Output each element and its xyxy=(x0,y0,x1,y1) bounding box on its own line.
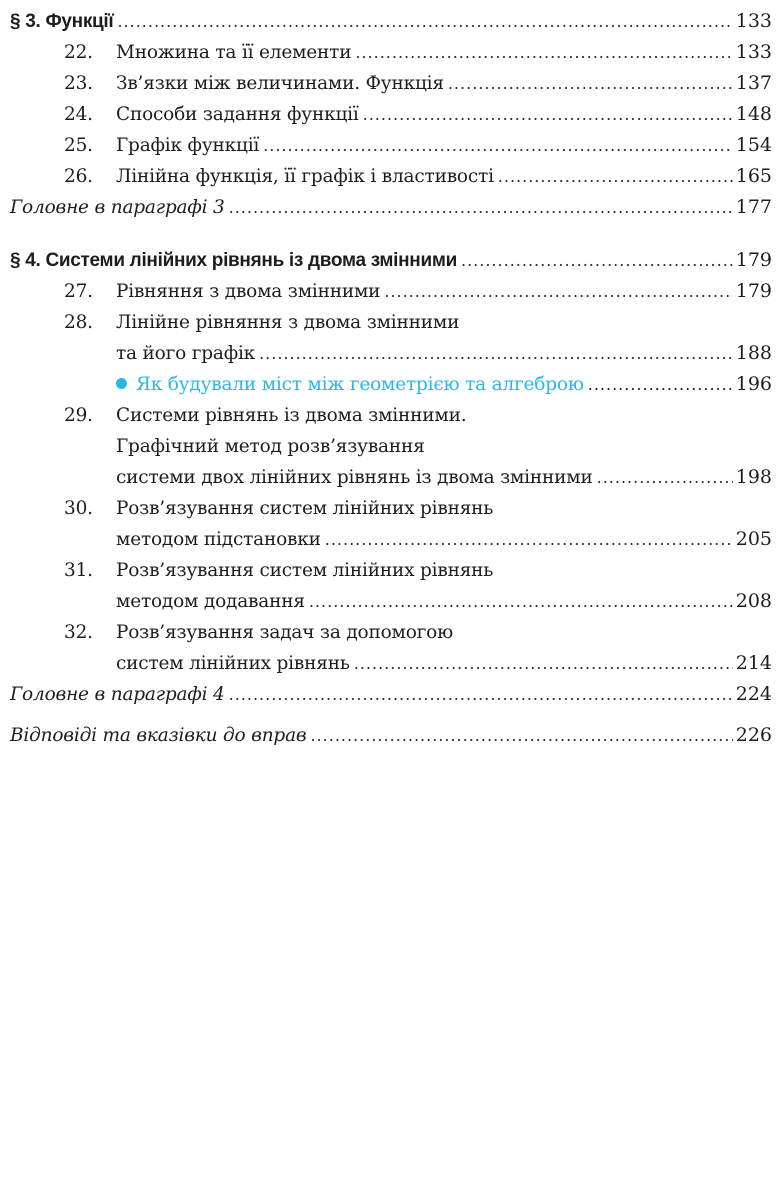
page-number: 179 xyxy=(735,249,772,271)
topic-number: 24. xyxy=(64,104,93,125)
dot-leader xyxy=(354,648,733,679)
dot-leader xyxy=(448,68,733,99)
topic-label-line-2: Графічний метод розв’язування xyxy=(116,436,425,457)
toc-entry-topic-26[interactable] xyxy=(10,161,772,192)
topic-number: 31. xyxy=(64,560,93,581)
topic-label-line-2: методом додавання xyxy=(116,591,305,612)
summary-title: Головне в параграфі 4 xyxy=(10,684,225,705)
toc-entry-topic-32-cont[interactable] xyxy=(10,648,772,679)
topic-title xyxy=(64,68,444,99)
toc-entry-topic-30[interactable] xyxy=(10,493,772,524)
toc-entry-topic-32[interactable] xyxy=(10,617,772,648)
topic-title xyxy=(64,307,459,338)
dot-leader xyxy=(259,338,733,369)
topic-number: 22. xyxy=(64,42,93,63)
dot-leader xyxy=(229,679,733,710)
toc-entry-topic-28-cont[interactable] xyxy=(10,338,772,369)
dot-leader xyxy=(310,720,732,751)
toc-entry-section-4[interactable] xyxy=(10,245,772,276)
page-number: 165 xyxy=(735,165,772,187)
toc-entry-topic-29-cont-2[interactable] xyxy=(10,462,772,493)
toc-entry-topic-29[interactable] xyxy=(10,400,772,431)
topic-label-line-2: методом підстановки xyxy=(116,529,321,550)
toc-entry-topic-22[interactable] xyxy=(10,37,772,68)
toc-entry-topic-31[interactable] xyxy=(10,555,772,586)
page-number: 154 xyxy=(735,134,772,156)
topic-label: Способи задання функції xyxy=(116,104,359,125)
topic-label-line-2: систем лінійних рівнянь xyxy=(116,653,350,674)
topic-label: Рівняння з двома змінними xyxy=(116,281,381,302)
topic-label-line-1: Розв’язування систем лінійних рівнянь xyxy=(116,560,494,581)
toc-entry-answers[interactable] xyxy=(10,720,772,751)
topic-number: 25. xyxy=(64,135,93,156)
toc-entry-topic-28[interactable] xyxy=(10,307,772,338)
toc-entry-topic-25[interactable] xyxy=(10,130,772,161)
topic-title xyxy=(64,493,493,524)
topic-title xyxy=(64,161,494,192)
page-number: 214 xyxy=(735,652,772,674)
page-number: 224 xyxy=(735,683,772,705)
extra-label: Як будували міст між геометрією та алгеброю xyxy=(136,374,584,395)
bullet-dot-icon xyxy=(116,378,127,389)
dot-leader xyxy=(498,161,733,192)
extra-title xyxy=(116,369,584,400)
dot-leader xyxy=(588,369,733,400)
topic-label-line-1: Розв’язування задач за допомогою xyxy=(116,622,453,643)
dot-leader xyxy=(229,192,733,223)
toc-entry-topic-24[interactable] xyxy=(10,99,772,130)
toc-entry-topic-31-cont[interactable] xyxy=(10,586,772,617)
toc-entry-topic-29-cont-1[interactable] xyxy=(10,431,772,462)
section-title: § 4. Системи лінійних рівнянь із двома змінними xyxy=(10,250,457,271)
topic-number: 28. xyxy=(64,312,93,333)
summary-title: Головне в параграфі 3 xyxy=(10,197,225,218)
dot-leader xyxy=(263,130,733,161)
topic-number: 26. xyxy=(64,166,93,187)
topic-label-line-1: Системи рівнянь із двома змінними. xyxy=(116,405,467,426)
answers-title: Відповіді та вказівки до вправ xyxy=(10,725,307,746)
toc-entry-topic-23[interactable] xyxy=(10,68,772,99)
topic-label-line-2: та його графік xyxy=(116,343,256,364)
toc-entry-summary-4[interactable] xyxy=(10,679,772,710)
dot-leader xyxy=(461,245,733,276)
topic-number: 27. xyxy=(64,281,93,302)
page-number: 137 xyxy=(735,72,772,94)
topic-title xyxy=(64,400,466,431)
topic-title xyxy=(64,617,453,648)
page-number: 179 xyxy=(735,280,772,302)
page-number: 188 xyxy=(735,342,772,364)
page-number: 133 xyxy=(735,10,772,32)
topic-label-line-1: Розв’язування систем лінійних рівнянь xyxy=(116,498,494,519)
topic-label-line-1: Лінійне рівняння з двома змінними xyxy=(116,312,460,333)
dot-leader xyxy=(355,37,732,68)
topic-label-line-3: системи двох лінійних рівнянь із двома змінними xyxy=(116,467,593,488)
topic-label: Лінійна функція, її графік і властивості xyxy=(116,166,494,187)
page-number: 148 xyxy=(735,103,772,125)
topic-title xyxy=(64,555,493,586)
toc-entry-topic-27[interactable] xyxy=(10,276,772,307)
page-number: 208 xyxy=(735,590,772,612)
topic-number: 30. xyxy=(64,498,93,519)
topic-label: Множина та її елементи xyxy=(116,42,352,63)
table-of-contents xyxy=(10,6,772,751)
dot-leader xyxy=(384,276,732,307)
toc-entry-summary-3[interactable] xyxy=(10,192,772,223)
page-number: 196 xyxy=(735,373,772,395)
topic-title xyxy=(64,99,359,130)
toc-entry-topic-30-cont[interactable] xyxy=(10,524,772,555)
section-spacer xyxy=(10,710,772,720)
dot-leader xyxy=(363,99,733,130)
topic-label: Зв’язки між величинами. Функція xyxy=(116,73,444,94)
page-number: 177 xyxy=(735,196,772,218)
topic-number: 29. xyxy=(64,405,93,426)
dot-leader xyxy=(597,462,733,493)
toc-entry-section-3[interactable] xyxy=(10,6,772,37)
section-spacer xyxy=(10,223,772,245)
topic-title xyxy=(64,37,351,68)
section-title: § 3. Функції xyxy=(10,11,114,32)
topic-title xyxy=(64,130,259,161)
page-number: 198 xyxy=(735,466,772,488)
topic-number: 32. xyxy=(64,622,93,643)
topic-number: 23. xyxy=(64,73,93,94)
dot-leader xyxy=(309,586,733,617)
page-number: 226 xyxy=(735,724,772,746)
dot-leader xyxy=(117,6,732,37)
page-number: 205 xyxy=(735,528,772,550)
topic-label: Графік функції xyxy=(116,135,260,156)
toc-entry-extra-reading[interactable] xyxy=(10,369,772,400)
topic-title xyxy=(64,276,380,307)
page-number: 133 xyxy=(735,41,772,63)
dot-leader xyxy=(325,524,733,555)
